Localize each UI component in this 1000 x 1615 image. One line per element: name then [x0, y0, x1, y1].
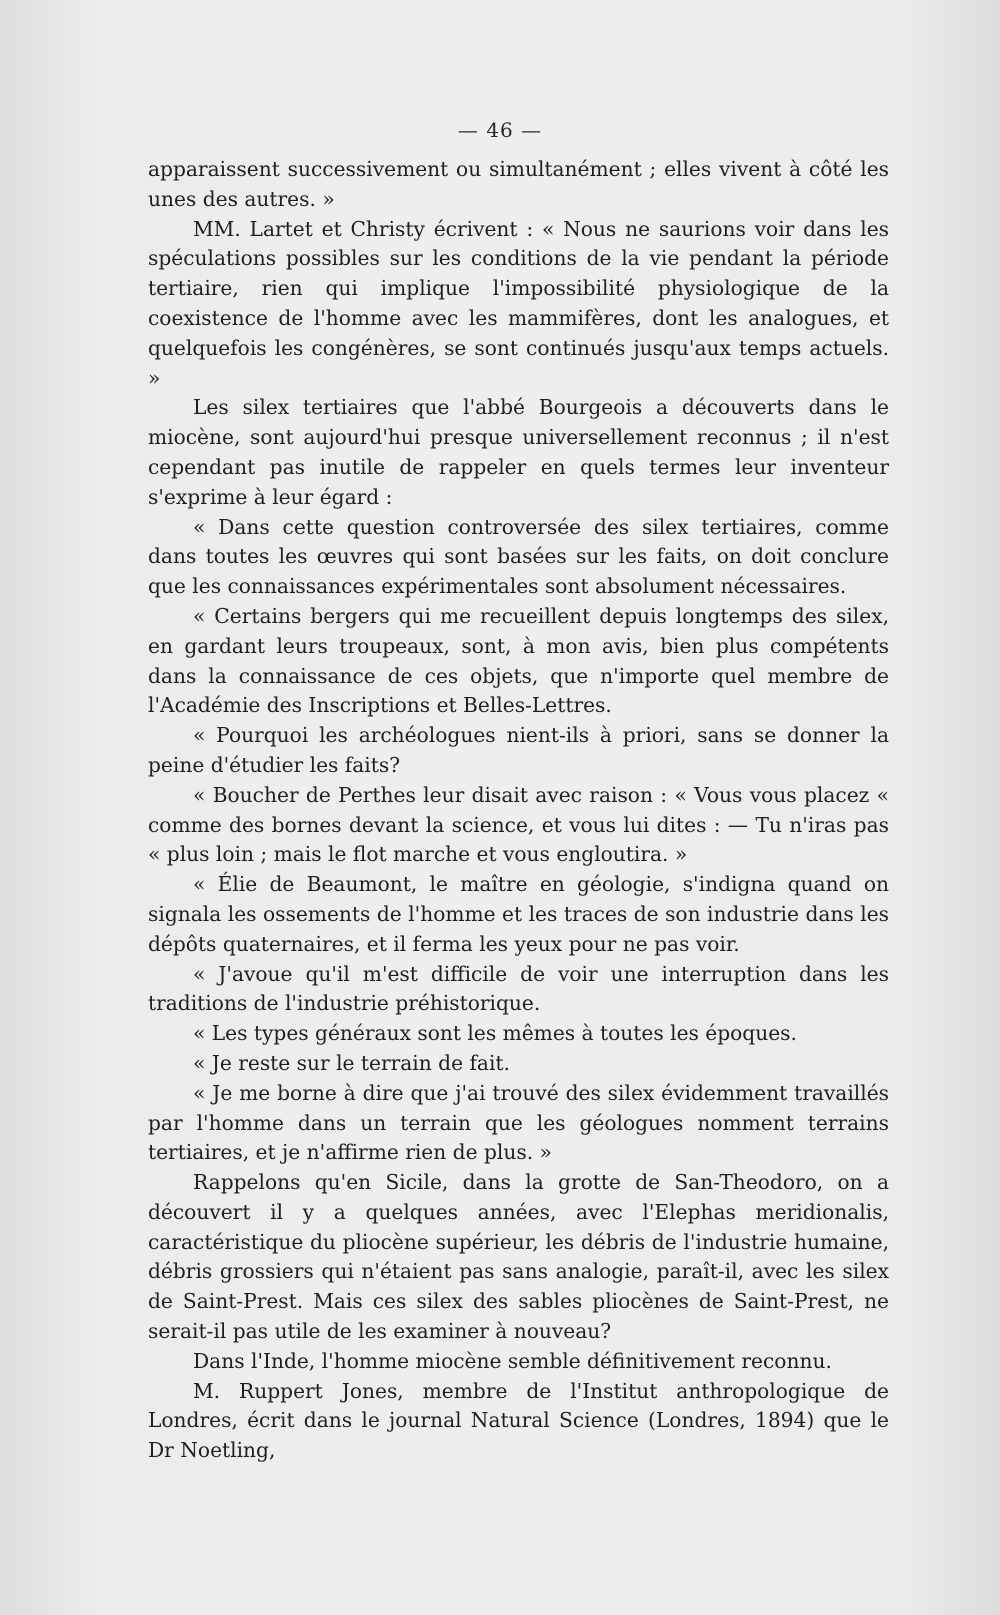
paragraph: « Je reste sur le terrain de fait. — [193, 1050, 510, 1075]
paragraph: « Certains bergers qui me recueillent depuis longtemps des silex, en gardant leurs troupeaux, sont, à mon avis, bien plus compétents dans la connaissance de ces objets, que n'importe quel membre de l'Académie des Inscriptions et Belles-Lettres. — [148, 603, 889, 718]
paragraph: « Élie de Beaumont, le maître en géologie, s'indigna quand on signala les ossements de l'homme et les traces de son industrie dans les dépôts quaternaires, et il ferma les yeux pour ne pas voir. — [148, 872, 889, 956]
paragraph: Les silex tertiaires que l'abbé Bourgeois a découverts dans le miocène, sont aujourd'hui presque universellement reconnus ; il n'est cependant pas inutile de rappeler en quels termes leur inventeur s'exprime à leur égard : — [148, 395, 889, 509]
body-text — [148, 155, 889, 1466]
paragraph: Dans l'Inde, l'homme miocène semble définitivement reconnu. — [193, 1348, 832, 1373]
paragraph: apparaissent successivement ou simultanément ; elles vivent à côté les unes des autres. » — [148, 157, 889, 211]
paragraph: « Je me borne à dire que j'ai trouvé des silex évidemment travaillés par l'homme dans un terrain que les géologues nomment terrains tertiaires, et je n'affirme rien de plus. » — [148, 1080, 889, 1165]
paragraph: « Les types généraux sont les mêmes à toutes les époques. — [193, 1021, 797, 1046]
paragraph: « Dans cette question controversée des silex tertiaires, comme dans toutes les œuvres qui sont basées sur les faits, on doit conclure que les connaissances expérimentales sont absolument nécessaires. — [148, 514, 889, 599]
paragraph: MM. Lartet et Christy écrivent : « Nous ne saurions voir dans les spéculations possibles sur les conditions de la vie pendant la période tertiaire, rien qui implique l'impossibilité physiologique de la coexistence de l'homme avec les mammifères, dont les analogues, et quelquefois les congénères, se sont continués jusqu'aux temps actuels. » — [148, 216, 889, 390]
paragraph: M. Ruppert Jones, membre de l'Institut anthropologique de Londres, écrit dans le journal Natural Science (Londres, 1894) que le Dr Noetling, — [148, 1378, 889, 1463]
paragraph: Rappelons qu'en Sicile, dans la grotte de San-Theodoro, on a découvert il y a quelques années, avec l'Elephas meridionalis, caractéristique du pliocène supérieur, les débris de l'industrie humaine, débris grossiers qui n'étaient pas sans analogie, paraît-il, avec les silex de Saint-Prest. Mais ces silex des sables pliocènes de Saint-Prest, ne serait-il pas utile de les examiner à nouveau? — [148, 1170, 889, 1344]
paragraph: « Pourquoi les archéologues nient-ils à priori, sans se donner la peine d'étudier les faits? — [148, 723, 889, 777]
page-number: — 46 — — [457, 118, 543, 142]
paragraph: « J'avoue qu'il m'est difficile de voir une interruption dans les traditions de l'industrie préhistorique. — [148, 961, 889, 1016]
paragraph: « Boucher de Perthes leur disait avec raison : « Vous vous placez « comme des bornes devant la science, et vous lui dites : — Tu n'iras pas « plus loin ; mais le flot marche et vous engloutira. » — [148, 782, 889, 867]
